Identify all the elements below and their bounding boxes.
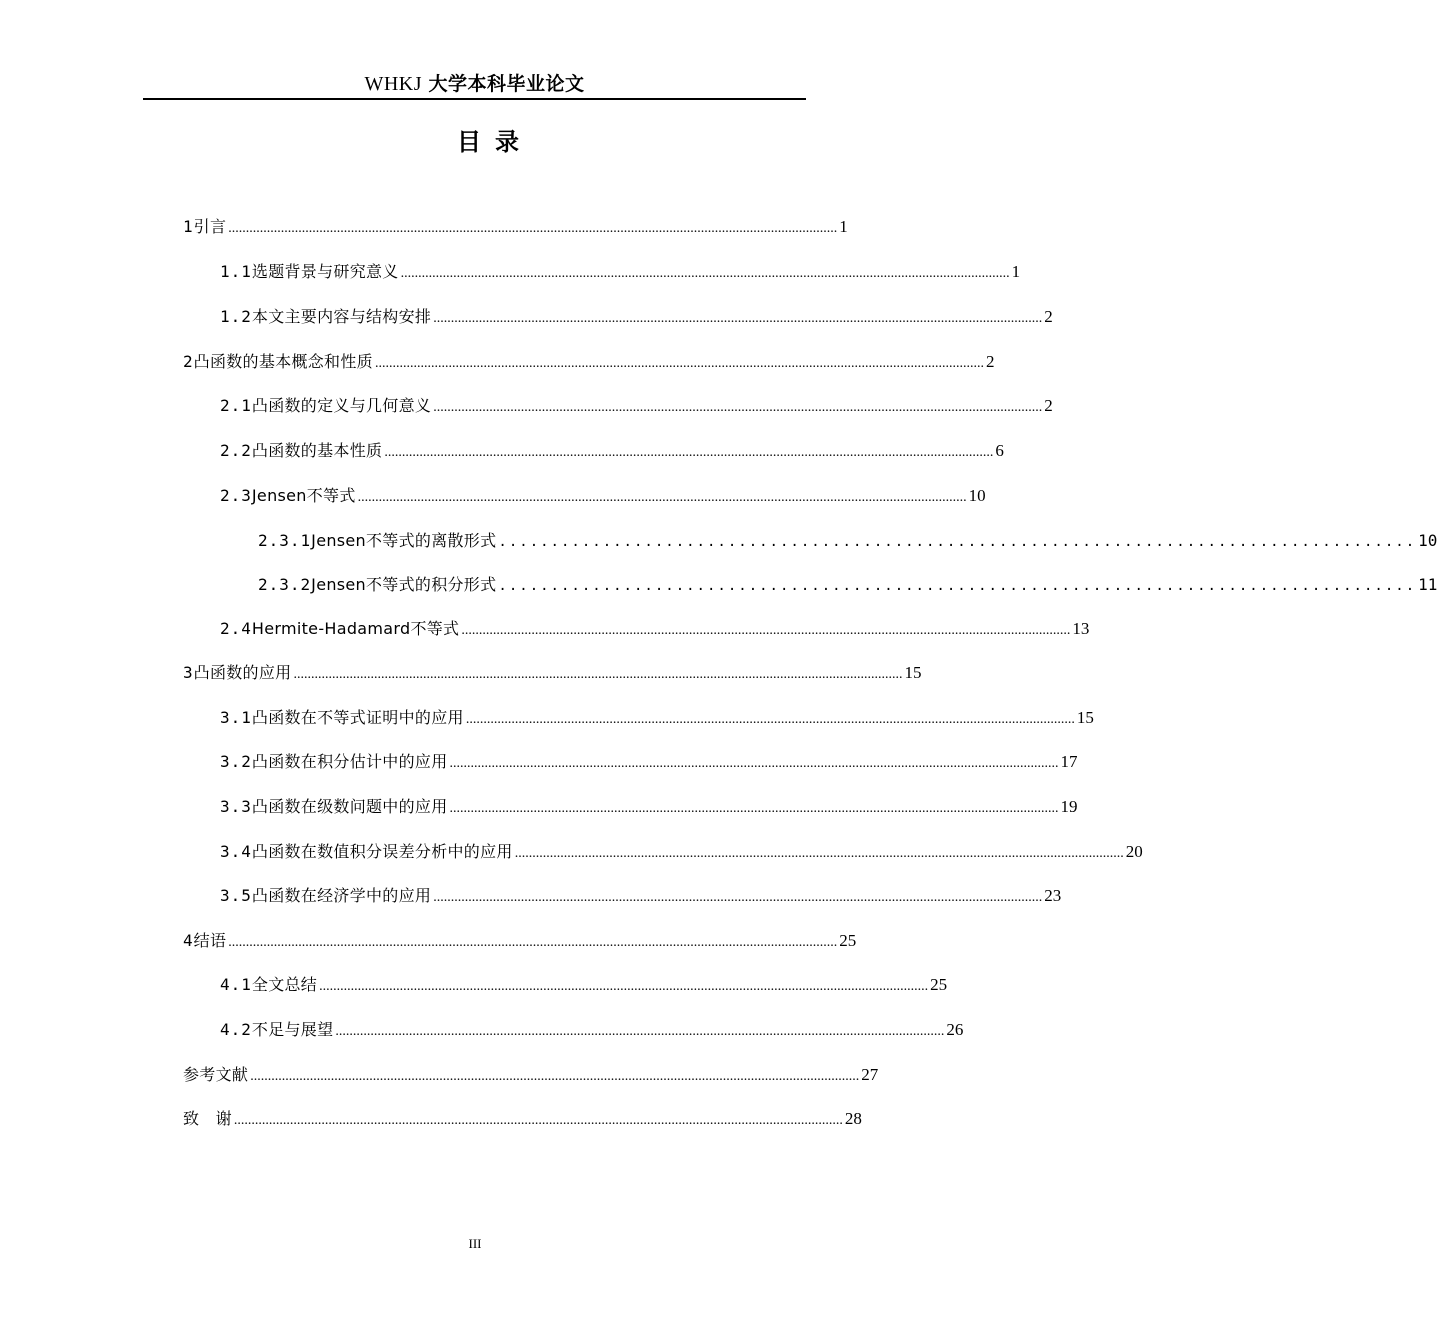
toc-entry-number: 4.1 [220, 975, 252, 994]
toc-entry-number: 3.4 [220, 842, 252, 861]
toc-entry-title: 选题背景与研究意义 [251, 262, 399, 281]
toc-entry-1-1[interactable] [220, 257, 1021, 287]
toc-entry-number: 2.1 [220, 396, 252, 415]
toc-entry-page: 13 [1072, 619, 1090, 638]
toc-entry-title: 本文主要内容与结构安排 [251, 307, 432, 326]
toc-entry-number: 1 [183, 217, 194, 236]
toc-title: 目录 [457, 128, 533, 156]
toc-entry-title: 凸函数在级数问题中的应用 [251, 797, 448, 816]
toc-entry-number: 2 [183, 352, 194, 371]
toc-entry-title: 结语 [193, 931, 227, 950]
toc-entry-page: 26 [946, 1020, 964, 1039]
toc-entry-page: 15 [904, 663, 922, 682]
toc-entry-number: 3.3 [220, 797, 252, 816]
toc-entry-number: 2.3 [220, 486, 252, 505]
toc-entry-title: 不足与展望 [251, 1020, 334, 1039]
toc-entry-number: 1.1 [220, 262, 252, 281]
toc-entry-page: 20 [1125, 842, 1143, 861]
toc-dot-leader: ........................................................................................ [498, 578, 1417, 594]
toc-dot-leader: .............................................................................................................................................................................. [293, 667, 903, 682]
toc-dot-leader: .............................................................................................................................................................................. [465, 712, 1075, 727]
toc-entry-number: 1.2 [220, 307, 252, 326]
toc-dot-leader: .............................................................................................................................................................................. [335, 1024, 945, 1039]
toc-dot-leader: .............................................................................................................................................................................. [384, 445, 994, 460]
toc-entry-title: Jensen不等式 [251, 486, 356, 505]
toc-dot-leader: .............................................................................................................................................................................. [400, 266, 1010, 281]
toc-entry-title: 凸函数的基本性质 [251, 441, 383, 460]
toc-entry-1-2[interactable] [220, 302, 1053, 332]
page-header [143, 70, 806, 100]
toc-dot-leader: .............................................................................................................................................................................. [449, 756, 1059, 771]
toc-entry-page: 17 [1060, 752, 1078, 771]
toc-entry-2-2[interactable] [220, 436, 1004, 466]
toc-entry-title: 凸函数的基本概念和性质 [193, 352, 373, 371]
toc-dot-leader: ........................................................................................ [498, 534, 1417, 550]
toc-entry-1[interactable] [183, 212, 848, 242]
toc-entry-page: 2 [1044, 307, 1053, 326]
toc-dot-leader: .............................................................................................................................................................................. [233, 1113, 843, 1128]
toc-entry-page: 15 [1076, 708, 1094, 727]
toc-entry-3-4[interactable] [220, 837, 1143, 867]
toc-entry-2[interactable] [183, 347, 995, 377]
toc-entry-page: 2 [1044, 396, 1053, 415]
toc-entry-title: 凸函数在积分估计中的应用 [251, 752, 448, 771]
toc-entry-page: 6 [995, 441, 1004, 460]
toc-entry-page: 25 [839, 931, 857, 950]
toc-entry-3-5[interactable] [220, 881, 1062, 911]
toc-entry-2-3-1[interactable] [258, 526, 1437, 556]
toc-dot-leader: .............................................................................................................................................................................. [319, 979, 929, 994]
toc-entry-number: 3.1 [220, 708, 252, 727]
toc-entry-title: 全文总结 [251, 975, 318, 994]
toc-entry-title: Jensen不等式的积分形式 [311, 575, 497, 594]
toc-entry-title: 引言 [193, 217, 227, 236]
toc-dot-leader: .............................................................................................................................................................................. [433, 400, 1043, 415]
toc-entry-number: 2.3.2 [258, 575, 312, 594]
toc-entry-page: 11 [1418, 575, 1437, 594]
toc-dot-leader: .............................................................................................................................................................................. [357, 490, 967, 505]
toc-dot-leader: .............................................................................................................................................................................. [514, 846, 1124, 861]
toc-dot-leader: .............................................................................................................................................................................. [433, 890, 1043, 905]
toc-entry-3[interactable] [183, 658, 922, 688]
toc-dot-leader: .............................................................................................................................................................................. [228, 935, 838, 950]
toc-entry-3-3[interactable] [220, 792, 1078, 822]
toc-entry-title: 凸函数在经济学中的应用 [251, 886, 432, 905]
toc-entry-page: 19 [1060, 797, 1078, 816]
toc-entry-number: 2.2 [220, 441, 252, 460]
toc-entry-number: 2.3.1 [258, 531, 312, 550]
toc-entry-page: 28 [844, 1109, 862, 1128]
toc-dot-leader: .............................................................................................................................................................................. [449, 801, 1059, 816]
toc-entry-page: 1 [839, 217, 848, 236]
toc-entry-number: 3.5 [220, 886, 252, 905]
toc-entry-acknowledgements[interactable] [183, 1104, 862, 1134]
toc-entry-page: 1 [1011, 262, 1021, 281]
toc-entry-title: 凸函数在数值积分误差分析中的应用 [251, 842, 513, 861]
toc-entry-number: 3.2 [220, 752, 252, 771]
toc-entry-2-3-2[interactable] [258, 570, 1437, 600]
toc-entry-page: 27 [861, 1065, 879, 1084]
toc-dot-leader: .............................................................................................................................................................................. [250, 1069, 860, 1084]
toc-entry-page: 10 [968, 486, 986, 505]
toc-entry-page: 23 [1044, 886, 1062, 905]
toc-entry-title: Hermite-Hadamard不等式 [251, 619, 460, 638]
toc-entry-2-1[interactable] [220, 391, 1053, 421]
toc-entry-number: 2.4 [220, 619, 252, 638]
toc-entry-number: 3 [183, 663, 194, 682]
toc-entry-page: 25 [930, 975, 948, 994]
toc-entry-4-1[interactable] [220, 970, 948, 1000]
toc-dot-leader: .............................................................................................................................................................................. [461, 623, 1071, 638]
toc-entry-title: 凸函数在不等式证明中的应用 [251, 708, 464, 727]
toc-entry-page: 10 [1418, 531, 1437, 550]
toc-entry-references[interactable] [183, 1060, 879, 1090]
toc-dot-leader: .............................................................................................................................................................................. [374, 356, 984, 371]
toc-entry-2-3[interactable] [220, 481, 986, 511]
toc-entry-page: 2 [985, 352, 995, 371]
toc-entry-number: 4.2 [220, 1020, 252, 1039]
toc-entry-3-2[interactable] [220, 747, 1078, 777]
toc-entry-title: 凸函数的定义与几何意义 [251, 396, 432, 415]
toc-entry-2-4[interactable] [220, 614, 1090, 644]
toc-entry-3-1[interactable] [220, 703, 1094, 733]
toc-dot-leader: .............................................................................................................................................................................. [433, 311, 1043, 326]
toc-entry-title: 参考文献 [183, 1065, 249, 1084]
toc-dot-leader: .............................................................................................................................................................................. [228, 221, 838, 236]
page-number-footer: III [468, 1236, 482, 1251]
toc-entry-4[interactable] [183, 926, 857, 956]
toc-entry-4-2[interactable] [220, 1015, 964, 1045]
toc-entry-title: 凸函数的应用 [193, 663, 292, 682]
header-school-code: WHKJ [364, 73, 422, 95]
toc-entry-title: 致 谢 [183, 1109, 232, 1128]
header-thesis-label: 大学本科毕业论文 [428, 73, 585, 95]
toc-entry-title: Jensen不等式的离散形式 [311, 531, 497, 550]
toc-entry-number: 4 [183, 931, 194, 950]
